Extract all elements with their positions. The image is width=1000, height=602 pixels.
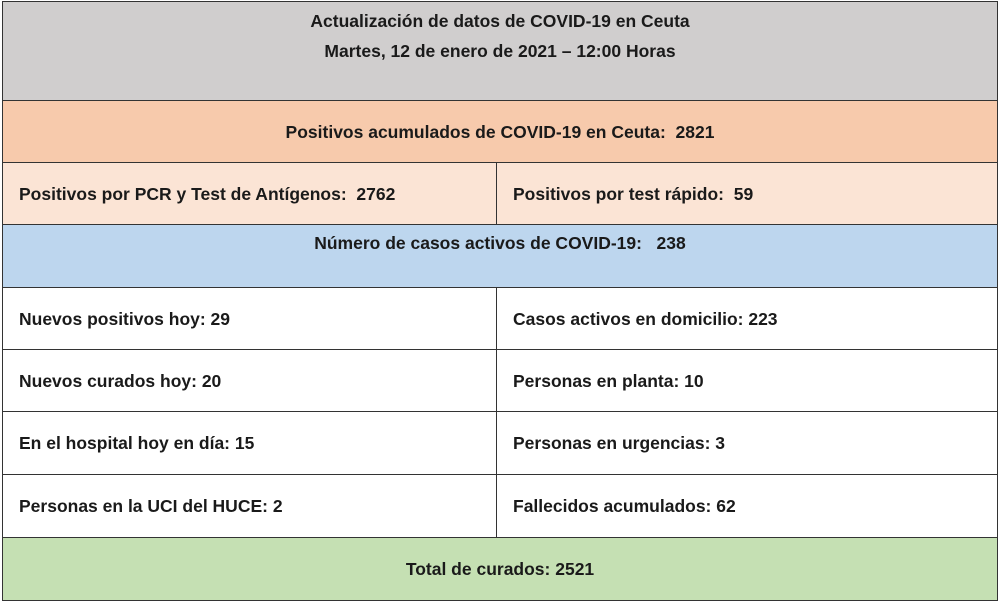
active-at-home: Casos activos en domicilio: 223	[513, 308, 778, 329]
total-recovered-cell	[3, 538, 997, 600]
total-recovered-row	[3, 538, 997, 600]
accumulated-positives: Positivos acumulados de COVID-19 en Ceuta: 2821	[285, 121, 715, 142]
report-date: Martes, 12 de enero de 2021 – 12:00 Horas	[324, 41, 676, 61]
people-in-icu: Personas en la UCI del HUCE: 2	[19, 496, 283, 516]
report-title: Actualización de datos de COVID-19 en Ceuta	[310, 11, 690, 31]
covid-data-table	[2, 1, 998, 601]
stat-cell-left	[3, 475, 497, 537]
active-cases-cell	[3, 225, 997, 287]
header-row	[3, 2, 997, 101]
new-positives-today: Nuevos positivos hoy: 29	[19, 308, 231, 329]
new-recovered-today: Nuevos curados hoy: 20	[19, 370, 222, 391]
stats-row	[3, 475, 997, 538]
people-in-ward: Personas en planta: 10	[513, 370, 704, 391]
stat-cell-left	[3, 412, 497, 474]
stat-cell-right	[497, 412, 997, 474]
header-cell	[3, 2, 997, 100]
stats-row	[3, 412, 997, 475]
active-cases-row	[3, 225, 997, 288]
accumulated-row	[3, 101, 997, 163]
stats-row	[3, 350, 997, 412]
people-in-emergency: Personas en urgencias: 3	[513, 433, 726, 453]
stat-cell-left	[3, 350, 497, 411]
total-recovered: Total de curados: 2521	[405, 559, 595, 579]
in-hospital-today: En el hospital hoy en día: 15	[19, 433, 255, 453]
accumulated-deaths: Fallecidos acumulados: 62	[513, 496, 736, 516]
breakdown-row	[3, 163, 997, 225]
stat-cell-right	[497, 475, 997, 537]
stats-row	[3, 288, 997, 350]
stat-cell-right	[497, 288, 997, 349]
rapid-positives-cell	[497, 163, 997, 224]
pcr-positives: Positivos por PCR y Test de Antígenos: 2762	[19, 183, 396, 204]
rapid-positives: Positivos por test rápido: 59	[513, 183, 754, 204]
stat-cell-right	[497, 350, 997, 411]
stat-cell-left	[3, 288, 497, 349]
pcr-positives-cell	[3, 163, 497, 224]
active-cases: Número de casos activos de COVID-19: 238	[314, 233, 686, 253]
accumulated-cell	[3, 101, 997, 162]
